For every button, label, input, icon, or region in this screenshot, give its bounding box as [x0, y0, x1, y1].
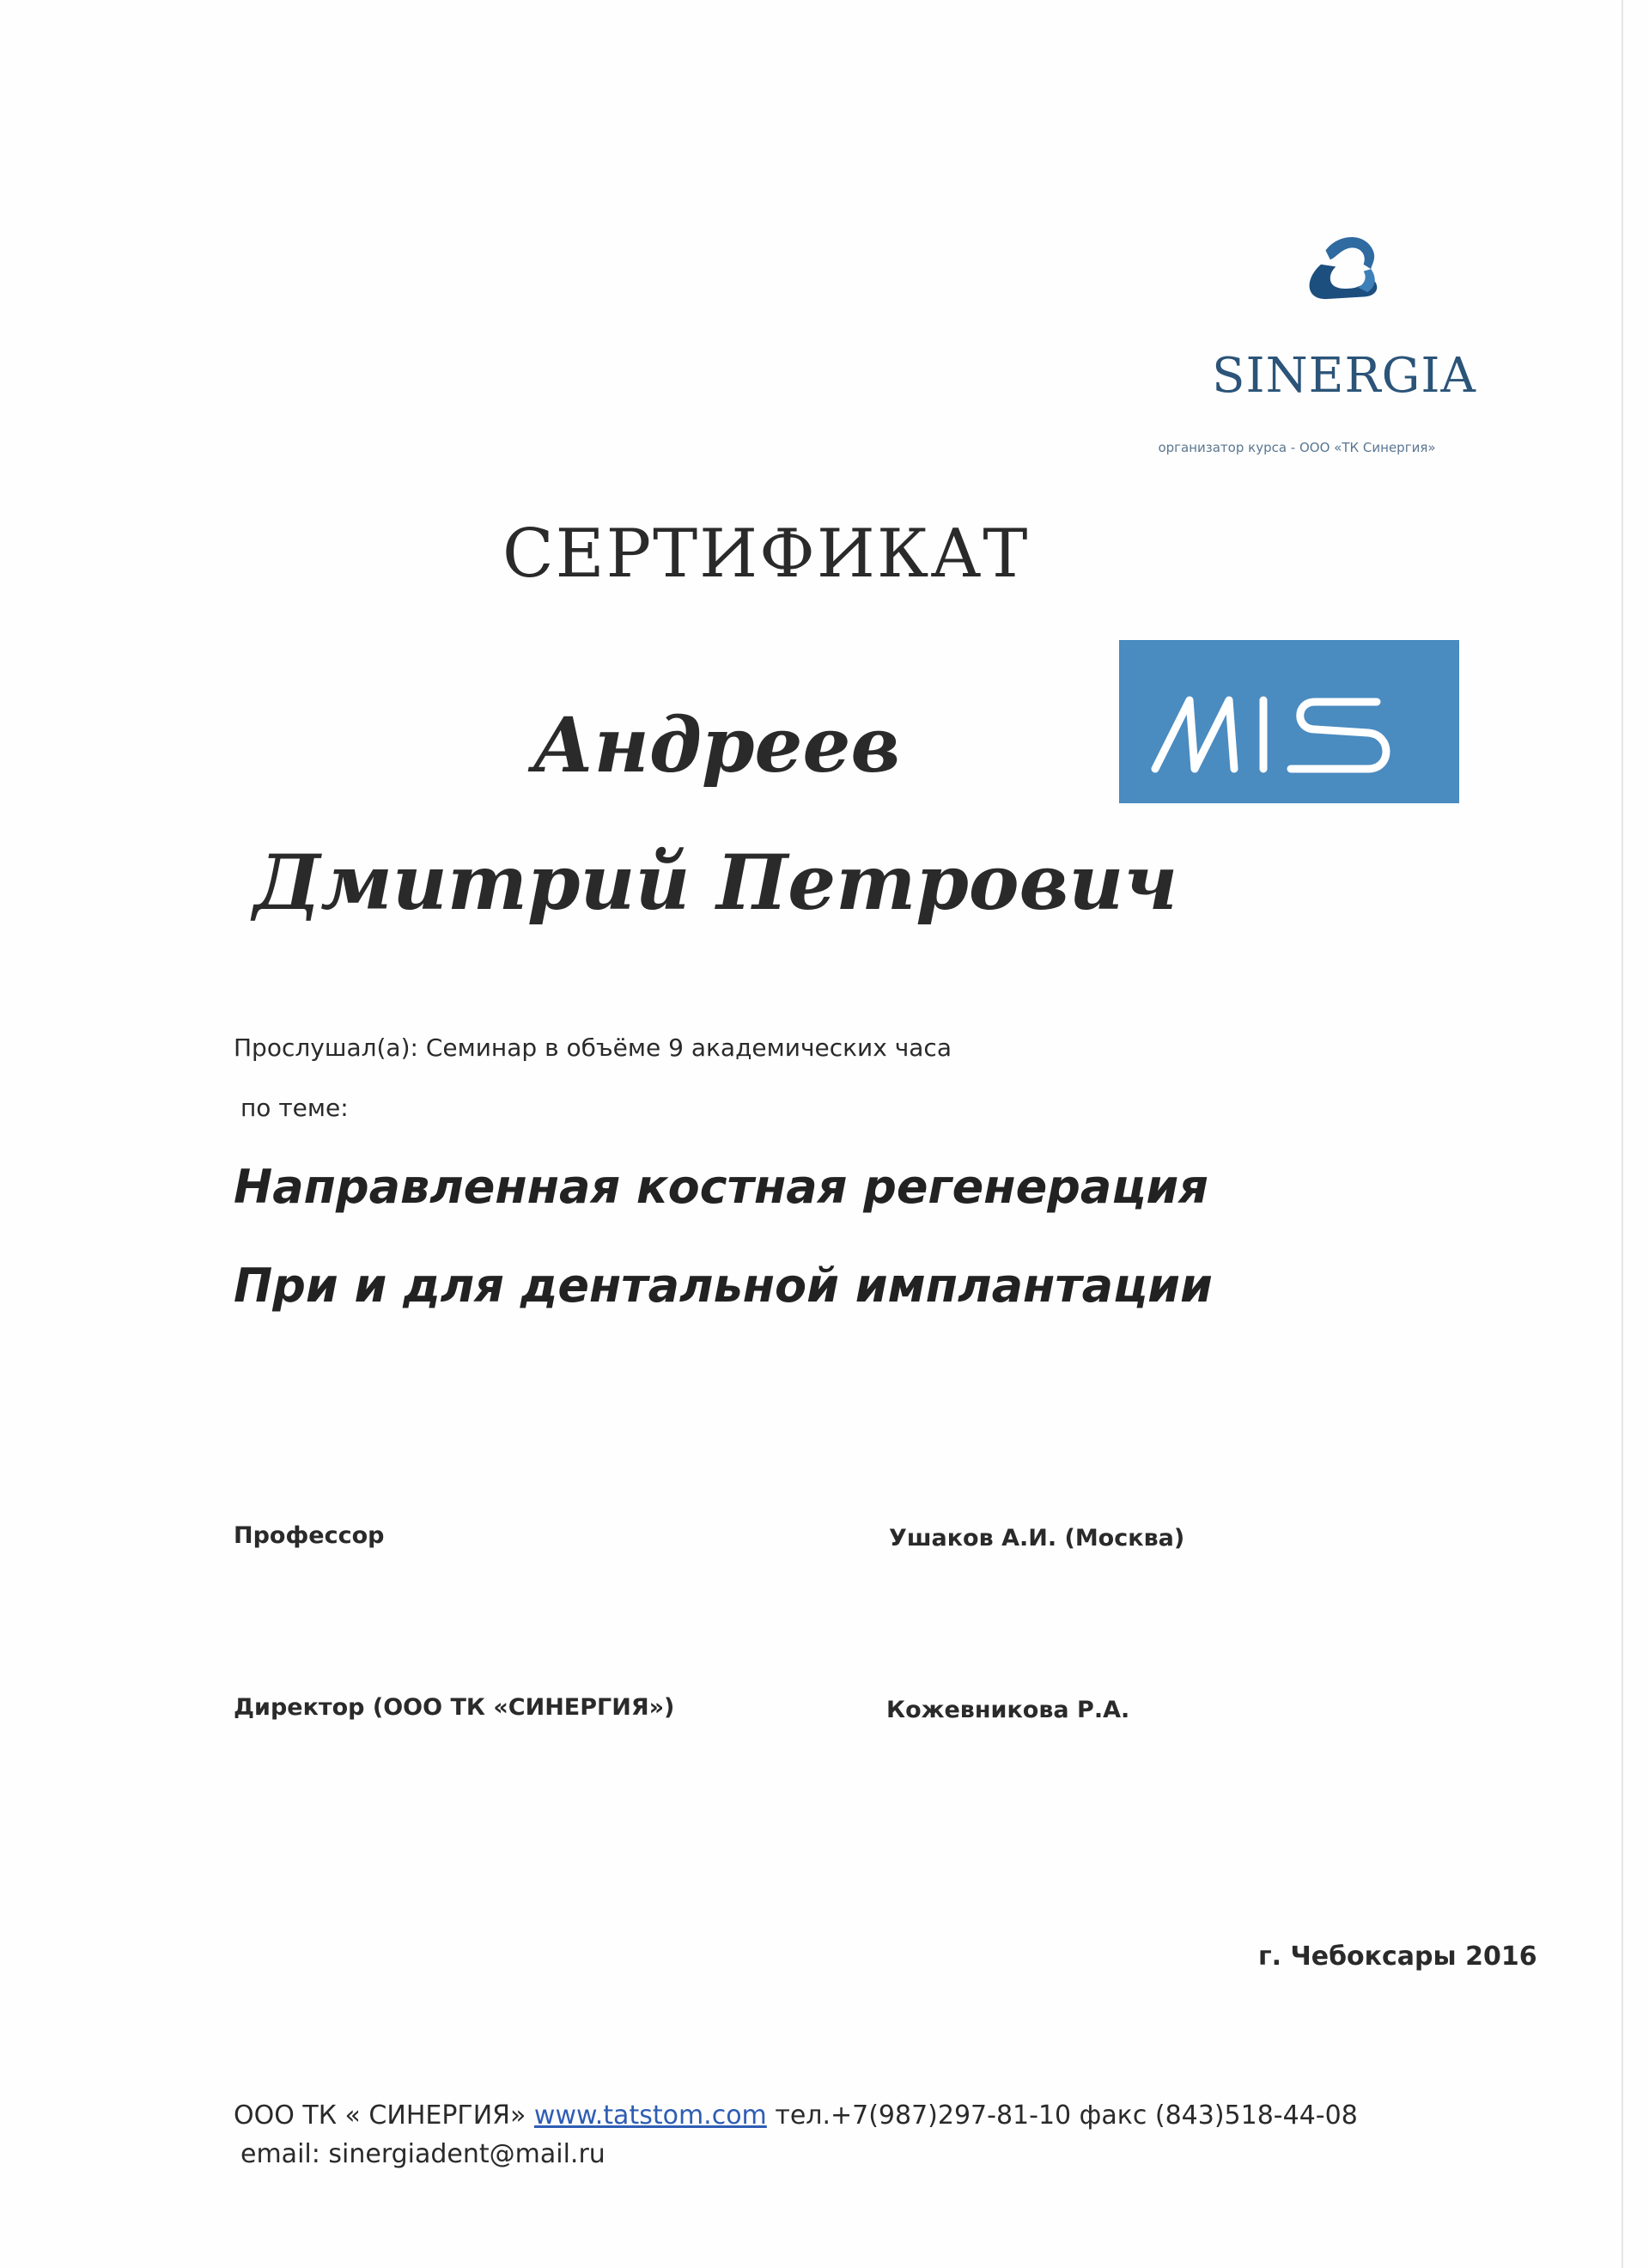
- sinergia-tagline: организатор курса - ООО «ТК Синергия»: [1158, 440, 1436, 455]
- place-and-year: г. Чебоксары 2016: [1258, 1942, 1537, 1972]
- sinergia-logo-text: SINERGIA: [1212, 348, 1476, 404]
- mis-logo: [1119, 640, 1459, 803]
- footer-phones: тел.+7(987)297-81-10 факс (843)518-44-08: [775, 2100, 1358, 2131]
- signature-person: Ушаков А.И. (Москва): [889, 1525, 1185, 1552]
- footer-contacts: [234, 2100, 1358, 2131]
- topic-line: При и для дентальной имплантации: [234, 1259, 1213, 1313]
- website-link[interactable]: www.tatstom.com: [533, 2100, 767, 2131]
- signature-role: Директор (ООО ТК «СИНЕРГИЯ»): [234, 1694, 675, 1721]
- recipient-surname: Андреев: [532, 700, 901, 790]
- signature-role: Профессор: [234, 1522, 385, 1549]
- scan-edge: [1622, 0, 1623, 2268]
- topic-line: Направленная костная регенерация: [234, 1160, 1208, 1214]
- course-description: Прослушал(а): Семинар в объёме 9 академических часа: [234, 1033, 952, 1062]
- footer-email: email: sinergiadent@mail.ru: [240, 2139, 605, 2169]
- footer-company: ООО ТК « СИНЕРГИЯ»: [234, 2100, 526, 2131]
- signature-person: Кожевникова Р.А.: [886, 1697, 1130, 1723]
- mis-logo-glyph: [1119, 640, 1459, 803]
- topic-label: по теме:: [240, 1094, 349, 1122]
- certificate-title: СЕРТИФИКАТ: [502, 515, 1030, 593]
- recipient-given-names: Дмитрий Петрович: [253, 838, 1178, 927]
- sinergia-logo-mark: [1181, 232, 1507, 352]
